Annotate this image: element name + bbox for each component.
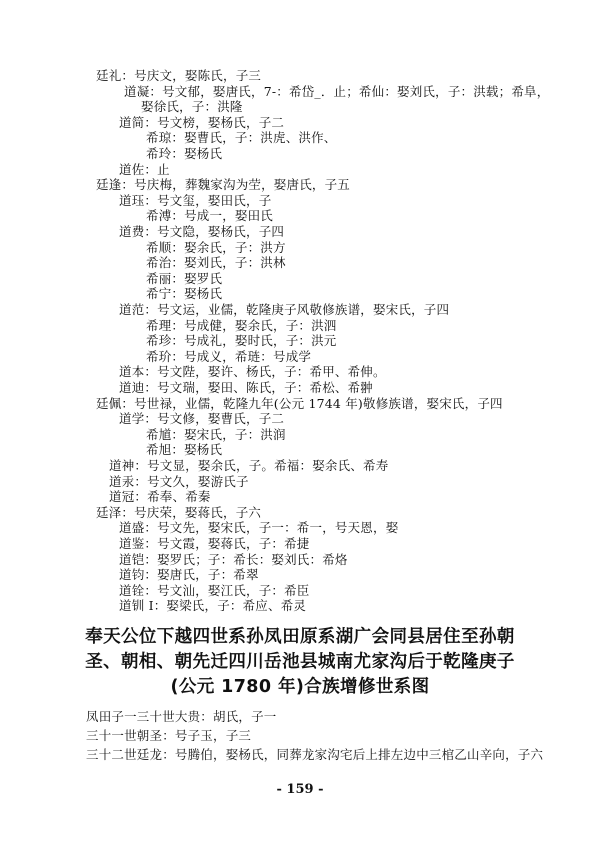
genealogy-line: 道本：号文陛，娶许、杨氏，子：希甲、希伸。 (119, 364, 386, 380)
lineage-line: 三十二世廷龙：号腾伯，娶杨氏，同葬龙家沟宅后上排左边中三棺乙山辛向，子六 (86, 747, 544, 762)
lineage-line: 凤田子一三十世大贵：胡氏，子一 (86, 709, 277, 724)
genealogy-line: 道珏：号文玺，娶田氏，子 (119, 192, 272, 208)
genealogy-line: 希治：娶刘氏，子：洪林 (146, 255, 286, 271)
genealogy-line: 希理：号成健，娶余氏，子：洪泗 (146, 317, 337, 333)
genealogy-line: 道鉴：号文霞，娶蒋氏，子：希捷 (119, 536, 310, 551)
genealogy-line: 希顺：娶余氏，子：洪方 (146, 239, 286, 255)
genealogy-line: 道铠：娶罗氏；子：希长：娶刘氏：希烙 (119, 551, 348, 567)
page-number: - 159 - (276, 782, 324, 797)
section-heading: 奉天公位下越四世系孙凤田原系湖广会同县居住至孙朝 (85, 627, 515, 647)
genealogy-line: 希玠：号成义，希琏：号成学 (146, 348, 312, 364)
section-heading: 圣、朝相、朝先迁四川岳池县城南尤家沟后于乾隆庚子 (85, 652, 515, 672)
genealogy-line: 道汞：号文久，娶游氏子 (109, 473, 249, 489)
genealogy-line: 希珍：号成礼，娶时氏，子：洪元 (146, 333, 337, 349)
genealogy-line: 道范：号文运，业儒，乾隆庚子风敬修族谱，娶宋氏，子四 (119, 302, 450, 317)
genealogy-line: 希丽：娶罗氏 (146, 270, 223, 286)
genealogy-line: 廷泽：号庆荣，娶蒋氏，子六 (96, 504, 262, 520)
section-heading: (公元 1780 年)合族增修世系图 (170, 677, 430, 697)
genealogy-line: 廷礼：号庆文，娶陈氏，子三 (96, 68, 262, 83)
genealogy-line: 娶徐氏，子：洪隆 (141, 99, 243, 115)
genealogy-line: 道简：号文榜，娶杨氏，子二 (119, 114, 285, 130)
genealogy-line: 廷佩：号世禄，业儒，乾隆九年(公元 1744 年)敬修族谱，娶宋氏，子四 (96, 395, 503, 411)
genealogy-line: 道迪：号文瑞，娶田、陈氏，子：希松、希翀 (119, 380, 374, 395)
genealogy-line: 道佐：止 (119, 161, 170, 177)
genealogy-line: 希玲：娶杨氏 (146, 146, 223, 161)
lineage-line: 三十一世朝圣：号子玉，子三 (86, 728, 252, 743)
genealogy-line: 道盛：号文先，娶宋氏，子一：希一，号天恩，娶 (119, 520, 399, 536)
genealogy-line: 道铨：号文汕，娶江氏，子：希臣 (119, 582, 310, 598)
genealogy-line: 希旭：娶杨氏 (146, 442, 223, 458)
genealogy-line: 廷逢：号庆梅，葬魏家沟为茔，娶唐氏，子五 (96, 177, 351, 193)
genealogy-line: 希琼：娶曹氏，子：洪虎、洪作、 (146, 130, 337, 146)
genealogy-line: 道钧：娶唐氏，子：希翠 (119, 567, 259, 583)
genealogy-line: 道费：号文隐，娶杨氏，子四 (119, 224, 285, 239)
genealogy-line: 希馗：娶宋氏，子：洪润 (146, 426, 286, 442)
genealogy-line: 道钏 I：娶梁氏，子：希应、希灵 (119, 598, 307, 614)
genealogy-line: 希溥：号成一，娶田氏 (146, 208, 274, 224)
genealogy-line: 道神：号文显，娶余氏，子。希福：娶余氏、希寿 (109, 458, 389, 473)
genealogy-line: 希宁：娶杨氏 (146, 286, 223, 302)
genealogy-line: 道凝：号文郁，娶唐氏，7-：希岱_．止；希仙：娶刘氏，子：洪载；希阜， (124, 83, 550, 99)
genealogy-line: 道学：号文修，娶曹氏，子二 (119, 411, 285, 427)
genealogy-line: 道冠：希奉、希秦 (109, 489, 211, 505)
